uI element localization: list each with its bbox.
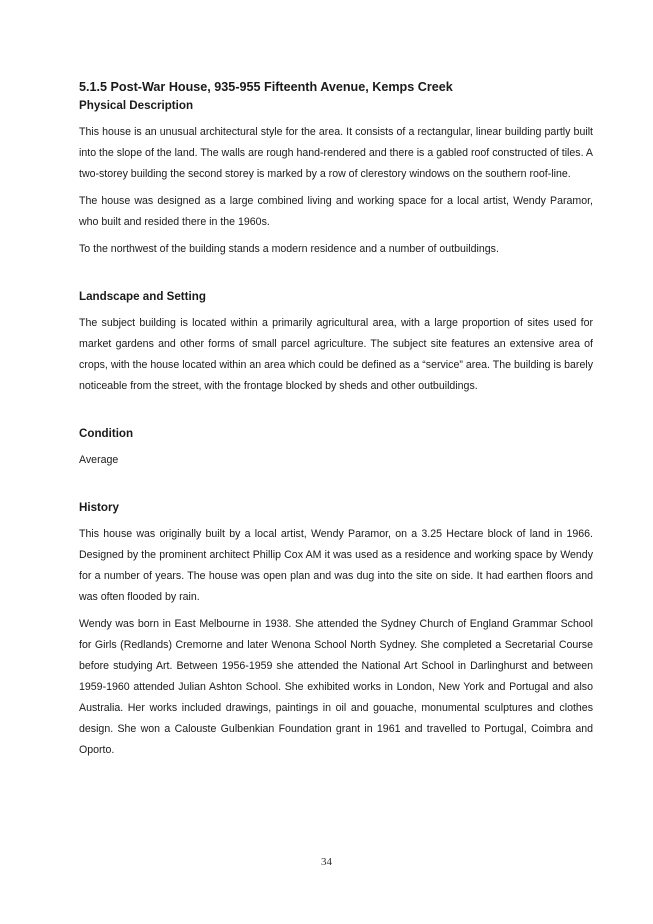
condition-value: Average xyxy=(79,454,119,466)
physical-description-heading: Physical Description xyxy=(79,99,194,112)
landscape-paragraph-1: The subject building is located within a primarily agricultural area, with a large proportion of sites used for market gardens and other forms of small parcel agriculture. The subject site features an extensive area of crops, with the house located within an area which could be defined as a “service” area. The building is barely noticeable from the street, with the frontage blocked by sheds and other outbuildings. xyxy=(79,317,593,392)
page-number: 34 xyxy=(321,856,332,868)
history-paragraph-2: Wendy was born in East Melbourne in 1938. She attended the Sydney Church of England Grammar School for Girls (Redlands) Cremorne and later Wenona School North Sydney. She completed a Secretarial Course before studying Art. Between 1956-1959 she attended the National Art School in Darlinghurst and between 1959-1960 attended Julian Ashton School. She exhibited works in London, New York and Portugal and also Australia. Her works included drawings, paintings in oil and gouache, monumental sculptures and clothes design. She won a Calouste Gulbenkian Foundation grant in 1961 and travelled to Portugal, Coimbra and Oporto. xyxy=(79,618,593,756)
history-heading: History xyxy=(79,501,119,514)
section-title: 5.1.5 Post-War House, 935-955 Fifteenth Avenue, Kemps Creek xyxy=(79,80,453,94)
physical-paragraph-1: This house is an unusual architectural style for the area. It consists of a rectangular, linear building partly built into the slope of the land. The walls are rough hand-rendered and there is a gabled roof constructed of tiles. A two-storey building the second storey is marked by a row of clerestory windows on the southern roof-line. xyxy=(79,126,593,180)
physical-paragraph-2: The house was designed as a large combined living and working space for a local artist, Wendy Paramor, who built and resided there in the 1960s. xyxy=(79,195,593,228)
condition-heading: Condition xyxy=(79,427,134,440)
physical-paragraph-3: To the northwest of the building stands a modern residence and a number of outbuildings. xyxy=(79,243,499,255)
landscape-heading: Landscape and Setting xyxy=(79,290,206,303)
document-page xyxy=(79,78,593,761)
history-paragraph-1: This house was originally built by a local artist, Wendy Paramor, on a 3.25 Hectare block of land in 1966. Designed by the prominent architect Phillip Cox AM it was used as a residence and working space by Wendy for a number of years. The house was open plan and was dug into the site on side. It had earthen floors and was often flooded by rain. xyxy=(79,528,593,603)
